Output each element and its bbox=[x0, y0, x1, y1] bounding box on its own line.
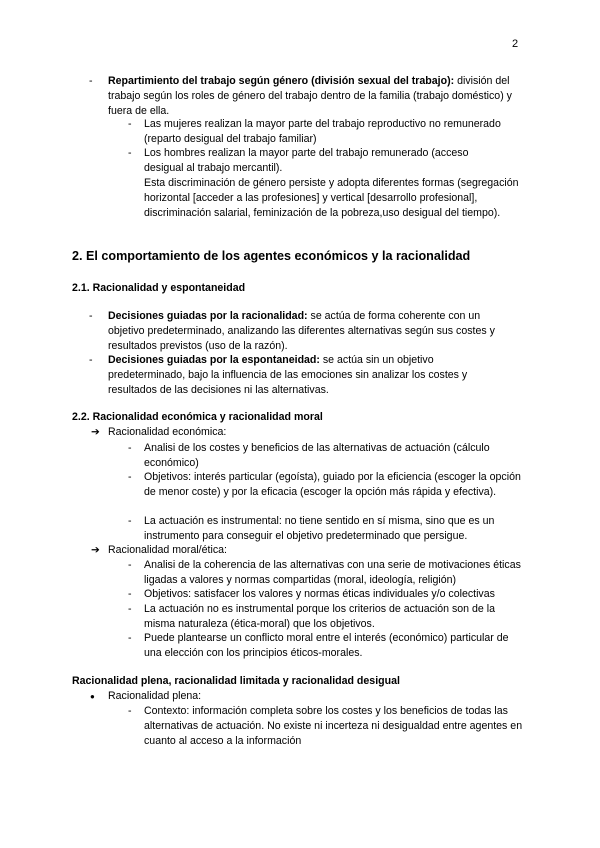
arrow-bullet-icon: ➔ bbox=[91, 544, 100, 556]
dash-bullet: - bbox=[128, 118, 132, 130]
item-text: división del trabajo según los roles de género del trabajo dentro de la familia (trabajo doméstico) y fuera de ella. bbox=[108, 75, 512, 117]
moral-item: Puede plantearse un conflicto moral entre el interés (económico) particular de una elección con los principios éticos-morales. bbox=[144, 632, 509, 659]
dash-bullet: - bbox=[128, 559, 132, 571]
full-rationality-item: Contexto: información completa sobre los costes y los beneficios de todas las alternativas de actuación. No existe ni incerteza ni desigualdad entre agentes en cuanto al acceso a la información bbox=[144, 705, 523, 747]
moral-item: La actuación no es instrumental porque los criterios de actuación son de la misma naturaleza (ética-moral) que los objetivos. bbox=[144, 603, 495, 630]
dash-bullet: - bbox=[128, 603, 132, 615]
dash-bullet: - bbox=[128, 471, 132, 483]
item-term: Decisiones guiadas por la espontaneidad: bbox=[108, 354, 320, 366]
list-item-gender-division bbox=[108, 74, 518, 119]
dash-bullet: - bbox=[89, 75, 93, 87]
item-text: se actúa de forma coherente con un objetivo predeterminado, analizando las diferentes alternativas según sus costes y resultados previstos (uso de la razón). bbox=[108, 310, 495, 352]
dash-bullet: - bbox=[128, 705, 132, 717]
sub-item-women: Las mujeres realizan la mayor parte del trabajo reproductivo no remunerado (reparto desigual del trabajo familiar) bbox=[144, 118, 501, 145]
section-2-3-title: Racionalidad plena, racionalidad limitada y racionalidad desigual bbox=[72, 675, 400, 687]
item-term: Decisiones guiadas por la racionalidad: bbox=[108, 310, 308, 322]
dash-bullet: - bbox=[128, 147, 132, 159]
gender-discrimination-note: Esta discriminación de género persiste y adopta diferentes formas (segregación horizontal [acceder a las profesiones] y vertical [desarrollo profesional], discriminación salarial, feminización de la pobreza,uso desigual del tiempo). bbox=[144, 177, 519, 219]
moral-item: Objetivos: satisfacer los valores y normas éticas individuales y/o colectivas bbox=[144, 588, 495, 600]
moral-rationality-label: Racionalidad moral/ética: bbox=[108, 544, 227, 556]
item-text: se actúa sin un objetivo predeterminado, bajo la influencia de las emociones sin analizar los costes y resultados de las decisiones ni las alternativas. bbox=[108, 354, 468, 396]
section-2-title: 2. El comportamiento de los agentes económicos y la racionalidad bbox=[72, 249, 471, 263]
arrow-bullet-icon: ➔ bbox=[91, 426, 100, 438]
section-2-1-title: 2.1. Racionalidad y espontaneidad bbox=[72, 282, 246, 294]
full-rationality-label: Racionalidad plena: bbox=[108, 690, 202, 702]
list-item-rationality bbox=[108, 309, 518, 354]
econ-item: Analisi de los costes y beneficios de las alternativas de actuación (cálculo económico) bbox=[144, 442, 490, 469]
item-term: Repartimiento del trabajo según género (división sexual del trabajo): bbox=[108, 75, 455, 87]
dash-bullet: - bbox=[128, 588, 132, 600]
sub-item-men: Los hombres realizan la mayor parte del trabajo remunerado (acceso desigual al trabajo mercantil). bbox=[144, 147, 469, 174]
dash-bullet: - bbox=[89, 354, 93, 366]
list-item-spontaneity bbox=[108, 353, 508, 398]
dash-bullet: - bbox=[89, 310, 93, 322]
moral-item: Analisi de la coherencia de las alternativas con una serie de motivaciones éticas ligadas a valores y normas compartidas (moral, ideología, religión) bbox=[144, 559, 521, 586]
econ-item: Objetivos: interés particular (egoísta), guiado por la eficiencia (escoger la opción de menor coste) y por la eficacia (escoger la opción más rápida y efectiva). bbox=[144, 471, 521, 498]
dash-bullet: - bbox=[128, 632, 132, 644]
dash-bullet: - bbox=[128, 515, 132, 527]
dot-bullet-icon: ● bbox=[90, 692, 95, 701]
page-number: 2 bbox=[512, 38, 519, 50]
econ-item: La actuación es instrumental: no tiene sentido en sí misma, sino que es un instrumento para conseguir el objetivo predeterminado que persigue. bbox=[144, 515, 495, 542]
dash-bullet: - bbox=[128, 442, 132, 454]
economic-rationality-label: Racionalidad económica: bbox=[108, 426, 227, 438]
section-2-2-title: 2.2. Racionalidad económica y racionalidad moral bbox=[72, 411, 323, 423]
